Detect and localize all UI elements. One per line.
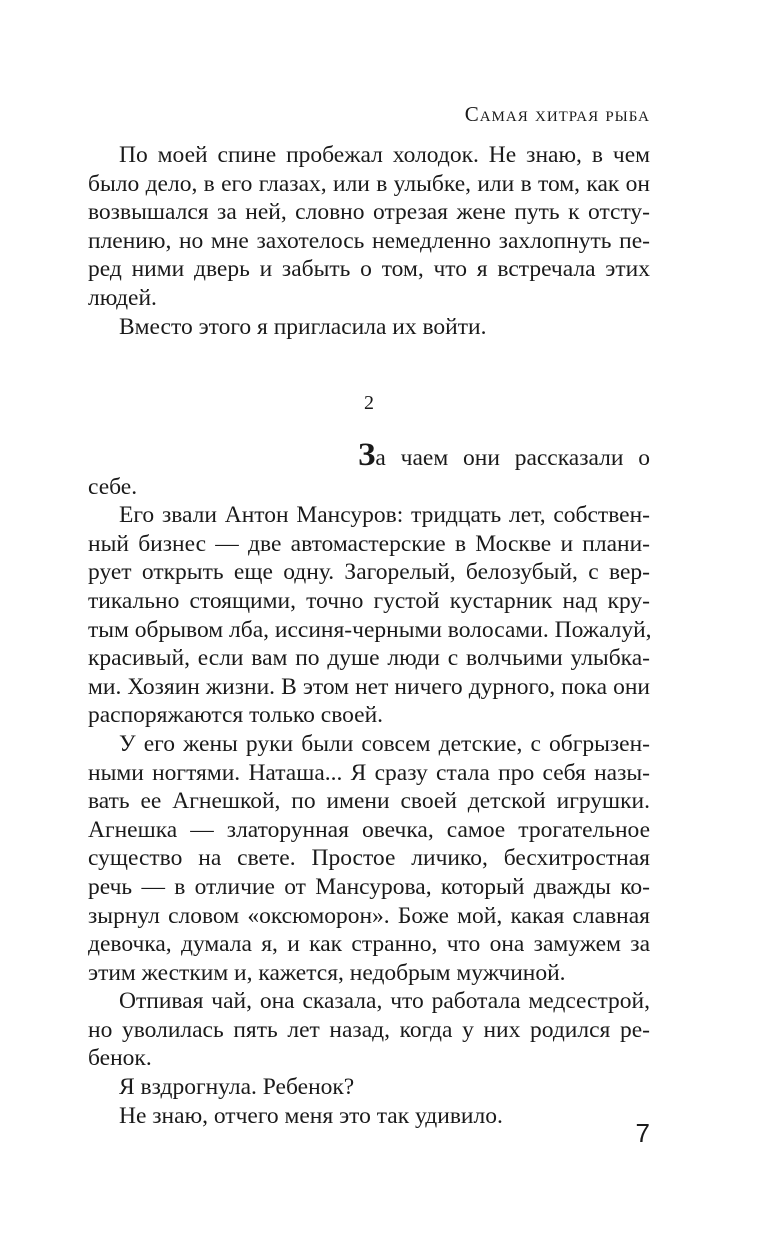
text-line: бенок.	[88, 1045, 152, 1072]
paragraph	[88, 313, 650, 342]
paragraph	[88, 501, 650, 730]
running-head: Самая хитрая рыба	[464, 102, 650, 126]
text-line: Не знаю, отчего меня это так удивило.	[119, 1102, 503, 1129]
paragraph	[88, 730, 650, 987]
text-line: По моей спине пробежал холодок. Не знаю, в чем	[119, 142, 650, 168]
text-line: Его звали Антон Мансуров: тридцать лет, собствен-	[119, 502, 650, 529]
text-line: людей.	[88, 284, 157, 311]
section-two-text	[88, 437, 652, 1130]
text-line: тым обрывом лба, иссиня-черными волосами. Пожалуй,	[88, 616, 652, 643]
text-line: этим жестким и, кажется, недобрым мужчиной.	[88, 959, 566, 986]
chapter-number: 2	[364, 392, 374, 414]
text-line: рует открыть еще одну. Загорелый, белозубый, с вер-	[88, 559, 650, 586]
text-line: ными ногтями. Наташа... Я сразу стала про себя назы-	[88, 759, 650, 786]
text-line: тикально стоящими, точно густой кустарник над кру-	[88, 587, 650, 614]
text-line: ный бизнес — две автомастерские в Москве и плани-	[88, 530, 650, 557]
text-line: распоряжаются только своей.	[88, 702, 384, 729]
book-page	[88, 0, 650, 1241]
text-line: Отпивая чай, она сказала, что работала медсестрой,	[119, 988, 650, 1015]
text-line: вать ее Агнешкой, по имени своей детской игрушки.	[88, 788, 650, 815]
text-line: возвышался за ней, словно отрезая жене путь к отсту-	[88, 199, 650, 226]
paragraph	[88, 1102, 650, 1131]
text-line: речь — в отличие от Мансурова, который дважды ко-	[88, 873, 650, 900]
paragraph	[88, 473, 650, 502]
paragraph	[88, 141, 650, 313]
text-line: плению, но мне захотелось немедленно захлопнуть пе-	[88, 227, 650, 254]
page-number: 7	[635, 1118, 650, 1148]
paragraph	[88, 987, 650, 1073]
text-line: красивый, если вам по душе люди с волчьими улыбка-	[88, 645, 650, 672]
text-line: существо на свете. Простое личико, бесхитростная	[88, 845, 650, 872]
first-line-text: а чаем они рассказали о	[375, 445, 650, 471]
text-line: ред ними дверь и забыть о том, что я встречала этих	[88, 256, 650, 283]
text-line: себе.	[88, 473, 138, 500]
text-line: ми. Хозяин жизни. В этом нет ничего дурного, пока они	[88, 673, 650, 700]
paragraph	[88, 1073, 650, 1102]
text-line: Агнешка — златорунная овечка, самое трогательное	[88, 816, 650, 843]
text-line: У его жены руки были совсем детские, с обгрызен-	[119, 730, 650, 757]
text-line: было дело, в его глазах, или в улыбке, или в том, как он	[88, 170, 650, 197]
dropcap-letter: З	[358, 437, 376, 473]
text-line: зырнул словом «оксюморон». Боже мой, какая славная	[88, 902, 650, 929]
text-line: Я вздрогнула. Ребенок?	[119, 1074, 355, 1101]
text-line: но уволилась пять лет назад, когда у них родился ре-	[88, 1016, 650, 1043]
text-line: Вместо этого я пригласила их войти.	[119, 313, 487, 340]
text-line: девочка, думала я, и как странно, что она замужем за	[88, 931, 650, 958]
section-one-text	[88, 141, 650, 341]
dropcap-line	[88, 437, 650, 473]
